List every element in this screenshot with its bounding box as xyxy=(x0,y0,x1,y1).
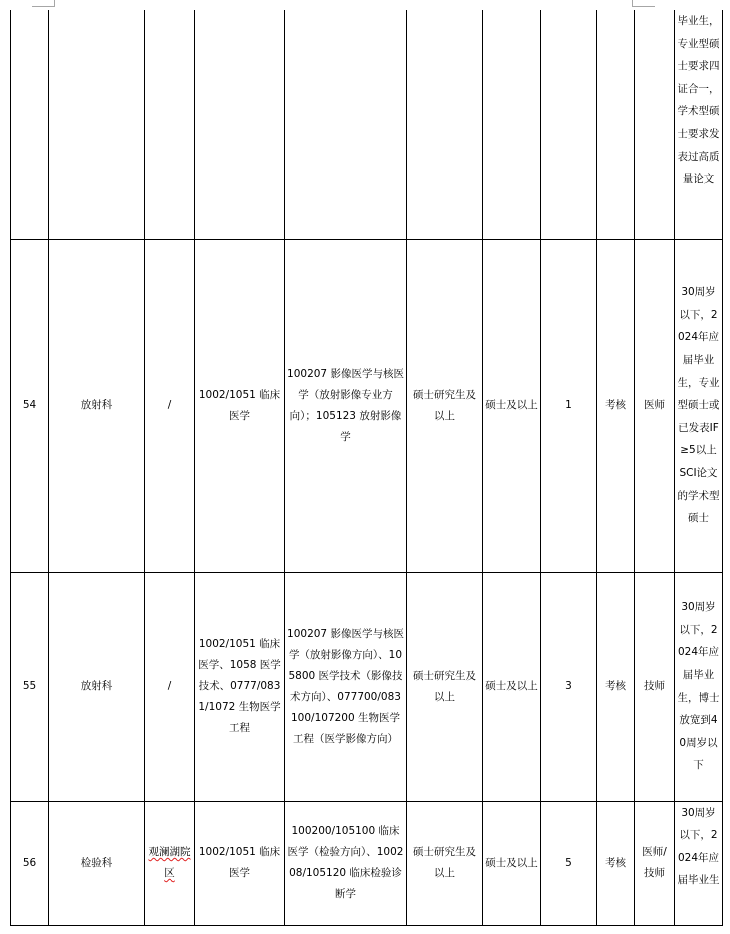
campus-text: 观澜湖院区 xyxy=(148,846,191,879)
cell-major-code: 1002/1051 临床医学、1058 医学技术、0777/0831/1072 生物医学工程 xyxy=(195,572,285,801)
cell-education: 硕士研究生及以上 xyxy=(407,572,483,801)
cell-requirements: 30周岁以下，2024年应届毕业生 xyxy=(675,801,723,925)
cell-campus xyxy=(145,801,195,925)
cell-count: 5 xyxy=(541,801,597,925)
cell-requirements: 毕业生，专业型硕士要求四证合一，学术型硕士要求发表过高质量论文 xyxy=(675,10,723,239)
cell-method: 考核 xyxy=(597,239,635,572)
crop-mark-top-right xyxy=(632,0,655,7)
cell-no: 54 xyxy=(11,239,49,572)
cell-degree: 硕士及以上 xyxy=(483,239,541,572)
cell-requirements: 30周岁以下，2024年应届毕业生，专业型硕士或已发表IF≥5以上SCI论文的学术型硕士 xyxy=(675,239,723,572)
cell-post: 医师 xyxy=(635,239,675,572)
cell-major-detail: 100207 影像医学与核医学（放射影像专业方向）；105123 放射影像学 xyxy=(285,239,407,572)
table-row xyxy=(11,239,723,572)
cell-education: 硕士研究生及以上 xyxy=(407,239,483,572)
cell-major-code: 1002/1051 临床医学 xyxy=(195,801,285,925)
cell-count: 1 xyxy=(541,239,597,572)
table-row xyxy=(11,572,723,801)
table-row xyxy=(11,801,723,925)
cell-dept: 放射科 xyxy=(49,572,145,801)
cell-campus: / xyxy=(145,239,195,572)
cell-method: 考核 xyxy=(597,572,635,801)
cell-count xyxy=(541,10,597,239)
cell-post: 技师 xyxy=(635,572,675,801)
cell-count: 3 xyxy=(541,572,597,801)
cell-no: 56 xyxy=(11,801,49,925)
cell-no: 55 xyxy=(11,572,49,801)
cell-requirements: 30周岁以下，2024年应届毕业生，博士放宽到40周岁以下 xyxy=(675,572,723,801)
cell-major-code: 1002/1051 临床医学 xyxy=(195,239,285,572)
cell-dept xyxy=(49,10,145,239)
recruitment-table xyxy=(10,10,723,926)
cell-post: 医师/技师 xyxy=(635,801,675,925)
table-row xyxy=(11,10,723,239)
cell-major-code xyxy=(195,10,285,239)
cell-degree xyxy=(483,10,541,239)
cell-no xyxy=(11,10,49,239)
cell-major-detail: 100207 影像医学与核医学（放射影像方向）、105800 医学技术（影像技术方向）、077700/083100/107200 生物医学工程（医学影像方向） xyxy=(285,572,407,801)
cell-campus xyxy=(145,10,195,239)
cell-dept: 放射科 xyxy=(49,239,145,572)
cell-campus: / xyxy=(145,572,195,801)
cell-degree: 硕士及以上 xyxy=(483,801,541,925)
crop-mark-top-left xyxy=(32,0,55,7)
cell-method xyxy=(597,10,635,239)
cell-education xyxy=(407,10,483,239)
cell-post xyxy=(635,10,675,239)
cell-major-detail xyxy=(285,10,407,239)
cell-major-detail: 100200/105100 临床医学（检验方向）、100208/105120 临床检验诊断学 xyxy=(285,801,407,925)
cell-method: 考核 xyxy=(597,801,635,925)
cell-dept: 检验科 xyxy=(49,801,145,925)
cell-education: 硕士研究生及以上 xyxy=(407,801,483,925)
cell-degree: 硕士及以上 xyxy=(483,572,541,801)
